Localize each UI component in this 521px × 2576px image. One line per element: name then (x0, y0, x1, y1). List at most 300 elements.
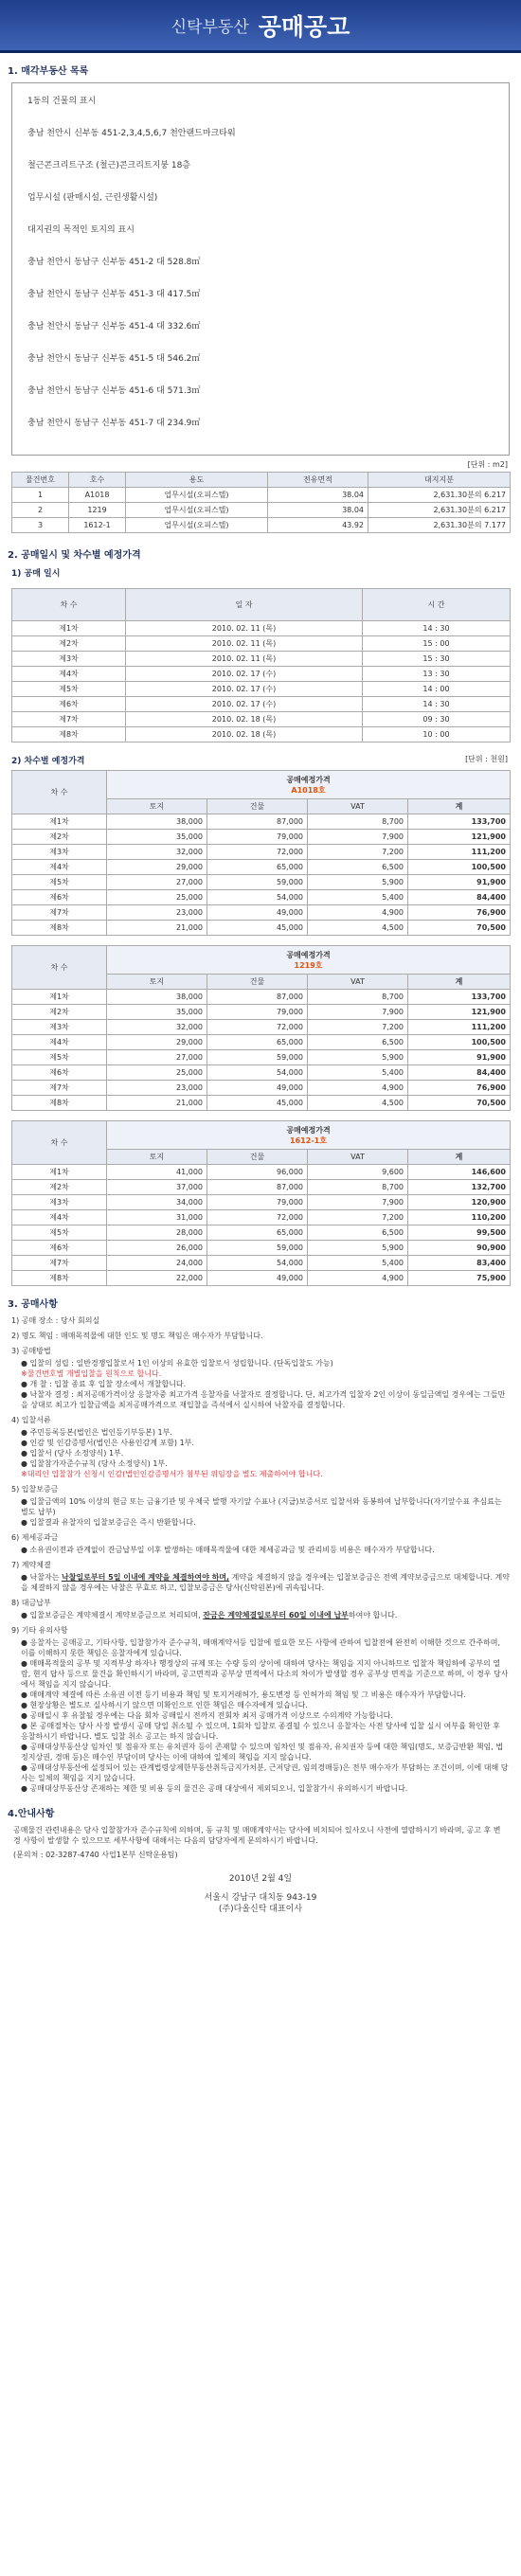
table-cell: 2,631.30분의 6.217 (368, 503, 511, 518)
table-cell: 09 : 30 (363, 712, 511, 727)
column-header: 시 간 (363, 589, 511, 621)
header-subtitle: 신탁부동산 (171, 18, 249, 37)
term-payment-1c: 하여야 합니다. (348, 1611, 398, 1619)
price-header (107, 771, 511, 799)
table-row (12, 1081, 511, 1096)
table-header-row (12, 946, 511, 975)
table-header-row (12, 589, 511, 621)
table-row (12, 503, 511, 518)
table-cell: 27,000 (107, 875, 207, 890)
table-cell: 32,000 (107, 1020, 207, 1035)
table-cell: 제8차 (12, 921, 107, 936)
table-cell: 4,900 (308, 905, 408, 921)
table-cell: 65,000 (207, 860, 308, 875)
table-cell: 6,500 (308, 1035, 408, 1050)
table-cell: 제8차 (12, 1271, 107, 1286)
term-other-8: ● 공매대상부동산에 설정되어 있는 관계법령상제한부동산취득금지가처분, 근저당권, 임의경매등)은 전부 매수자가 부담하는 조건이며, 이에 대해 당사는 일체의 책임을 지지 않습니다. (21, 1763, 509, 1782)
table-cell: 7,200 (308, 1020, 408, 1035)
table-cell: 15 : 30 (363, 652, 511, 667)
schedule-subtitle: 1) 공매 일시 (11, 569, 61, 579)
table-cell: 76,900 (408, 1081, 511, 1096)
table-cell: 90,900 (408, 1241, 511, 1256)
table-cell: 6,500 (308, 860, 408, 875)
column-header: 건물 (207, 799, 308, 814)
round-header: 차 수 (12, 946, 107, 990)
table-cell: 87,000 (207, 990, 308, 1005)
table-row (12, 682, 511, 697)
table-cell: 업무시설(오피스텔) (126, 488, 268, 503)
column-header: 용도 (126, 473, 268, 488)
table-row (12, 845, 511, 860)
table-header-row (12, 771, 511, 799)
table-cell: 72,000 (207, 1020, 308, 1035)
column-header: 계 (408, 975, 511, 990)
column-header: 계 (408, 799, 511, 814)
term-payment-1 (21, 1610, 510, 1620)
property-line: 충남 천안시 동남구 신부동 451-4 대 332.6㎡ (27, 322, 201, 331)
table-row (12, 1165, 511, 1180)
table-cell: 제6차 (12, 890, 107, 905)
property-line: 대지권의 목적인 토지의 표시 (27, 225, 135, 235)
table-cell: 38,000 (107, 990, 207, 1005)
table-cell: 29,000 (107, 1035, 207, 1050)
table-cell: 제7차 (12, 905, 107, 921)
term-docs-1: ● 주민등록등본(법인은 법인등기부등본) 1부. (21, 1428, 172, 1437)
table-cell: 45,000 (207, 921, 308, 936)
property-line: 충남 천안시 동남구 신부동 451-7 대 234.9㎡ (27, 419, 201, 428)
table-row (12, 1195, 511, 1210)
term-location: 1) 공매 장소 : 당사 회의실 (11, 1316, 100, 1325)
table-cell: 9,600 (308, 1165, 408, 1180)
table-cell: 5,900 (308, 1241, 408, 1256)
table-row (12, 875, 511, 890)
column-header: 토지 (107, 975, 207, 990)
column-header: 계 (408, 1150, 511, 1165)
table-cell: 업무시설(오피스텔) (126, 503, 268, 518)
table-cell: 72,000 (207, 1210, 308, 1225)
table-cell: 8,700 (308, 990, 408, 1005)
table-row (12, 712, 511, 727)
table-cell: 7,200 (308, 1210, 408, 1225)
table-cell: 제6차 (12, 697, 126, 712)
term-contract-1a: ● 낙찰자는 (21, 1573, 62, 1582)
table-cell: 2010. 02. 18 (목) (126, 727, 363, 742)
table-cell: 4,500 (308, 1096, 408, 1111)
table-cell: 제1차 (12, 814, 107, 830)
table-cell: 8,700 (308, 814, 408, 830)
table-cell: 43.92 (268, 518, 368, 533)
table-cell: 132,700 (408, 1180, 511, 1195)
table-cell: 4,900 (308, 1271, 408, 1286)
term-method-heading: 3) 공매방법 (11, 1347, 51, 1355)
table-cell: 111,200 (408, 1020, 511, 1035)
table-cell: 제4차 (12, 860, 107, 875)
table-cell: 2010. 02. 17 (수) (126, 682, 363, 697)
table-row (12, 1256, 511, 1271)
table-cell: 54,000 (207, 1065, 308, 1081)
auction-terms (11, 1315, 510, 1794)
table-cell: 79,000 (207, 1005, 308, 1020)
table-cell: 100,500 (408, 860, 511, 875)
table-cell: 1 (12, 488, 69, 503)
table-cell: 15 : 00 (363, 636, 511, 652)
table-cell: 4,900 (308, 1081, 408, 1096)
lot-price-table (11, 945, 511, 1111)
table-cell: 83,400 (408, 1256, 511, 1271)
property-line: 충남 천안시 동남구 신부동 451-2 대 528.8㎡ (27, 258, 201, 267)
table-cell: 5,900 (308, 1050, 408, 1065)
term-contract-1 (21, 1572, 510, 1593)
column-header: VAT (308, 975, 408, 990)
term-contract-1c: 계약을 체결하지 않을 경우에는 입찰보증금은 전액 계약보증금으로 대체합니다. 계약을 체결하지 않을 경우에는 낙찰은 무효로 하고, 입찰보증금은 당사(신탁원본)에 귀속됩니다. (21, 1573, 510, 1592)
table-cell: 79,000 (207, 830, 308, 845)
table-cell: 2 (12, 503, 69, 518)
table-cell: 79,000 (207, 1195, 308, 1210)
table-cell: 제1차 (12, 621, 126, 636)
footer-company: (주)다올신탁 대표이사 (218, 1905, 303, 1914)
table-cell: 5,900 (308, 875, 408, 890)
table-row (12, 921, 511, 936)
table-cell: 91,900 (408, 1050, 511, 1065)
table-cell: 제6차 (12, 1241, 107, 1256)
table-cell: 65,000 (207, 1035, 308, 1050)
table-cell: 2010. 02. 11 (목) (126, 652, 363, 667)
table-cell: 76,900 (408, 905, 511, 921)
table-cell: 제3차 (12, 1020, 107, 1035)
table-row (12, 667, 511, 682)
schedule-table (11, 588, 511, 742)
term-contract-1b: 낙찰일로부터 5일 이내에 계약을 체결하여야 하며, (61, 1573, 230, 1582)
table-cell: 제3차 (12, 845, 107, 860)
table-row (12, 1210, 511, 1225)
term-other-9: ● 공매대상부동산상 존재하는 제한 및 비용 등의 물건은 공매 대상에서 제외되오니, 입찰참가시 유의하시기 바랍니다. (21, 1784, 408, 1793)
column-header: VAT (308, 1150, 408, 1165)
table-cell: 22,000 (107, 1271, 207, 1286)
table-cell: A1018 (69, 488, 126, 503)
table-row (12, 814, 511, 830)
table-cell: 4,500 (308, 921, 408, 936)
table-cell: 2010. 02. 18 (목) (126, 712, 363, 727)
column-header: 건물 (207, 1150, 308, 1165)
price-header-label: 공매예정가격 (286, 775, 331, 784)
column-header: 토지 (107, 799, 207, 814)
notice-text: 공매물건 관련내용은 당사 입찰참가자 준수규칙에 의하며, 동 규칙 및 매매계약서는 당사에 비치되어 있사오니 사전에 열람하시기 바라며, 공고 후 변경 사항이 발생할 수 있으므로 세부사항에 대해서는 다음의 담당자에게 문의하시기 바랍니다. (13, 1826, 501, 1845)
price-header (107, 1121, 511, 1150)
table-row (12, 1096, 511, 1111)
table-row (12, 1180, 511, 1195)
table-cell: 31,000 (107, 1210, 207, 1225)
table-cell: 제7차 (12, 1081, 107, 1096)
term-contract-heading: 7) 계약체결 (11, 1561, 51, 1569)
round-header: 차 수 (12, 1121, 107, 1165)
table-cell: 27,000 (107, 1050, 207, 1065)
lot-name: A1018호 (291, 785, 326, 795)
table-cell: 34,000 (107, 1195, 207, 1210)
table-cell: 2010. 02. 11 (목) (126, 636, 363, 652)
lot-price-table (11, 770, 511, 936)
term-other-6: ● 본 공매절차는 당사 사정 발생시 공매 당일 취소될 수 있으며, 1회차 입찰로 종결될 수 있으니 응찰자는 사전 당사에 입찰 실시 여부를 확인한 후 응찰하시기 바랍니다. 별도 입찰 취소 공고는 하지 않습니다. (21, 1722, 500, 1741)
table-cell: 120,900 (408, 1195, 511, 1210)
price-subtitle: 2) 차수별 예정가격 (11, 757, 85, 766)
property-table (11, 472, 511, 533)
term-method-note: ※물건번호별 개별입찰을 원칙으로 합니다. (21, 1369, 162, 1378)
table-cell: 제3차 (12, 652, 126, 667)
column-header: VAT (308, 799, 408, 814)
table-cell: 23,000 (107, 905, 207, 921)
table-row (12, 1225, 511, 1241)
table-cell: 8,700 (308, 1180, 408, 1195)
area-unit: [단위 : m2] (467, 460, 508, 469)
table-row (12, 488, 511, 503)
table-cell: 121,900 (408, 830, 511, 845)
price-unit: [단위 : 천원] (465, 755, 508, 763)
column-header: 차 수 (12, 589, 126, 621)
term-docs-3: ● 입찰서 (당사 소정양식) 1부. (21, 1449, 124, 1458)
round-header: 차 수 (12, 771, 107, 814)
table-cell: 45,000 (207, 1096, 308, 1111)
column-header: 토지 (107, 1150, 207, 1165)
table-cell: 75,900 (408, 1271, 511, 1286)
table-row (12, 1241, 511, 1256)
table-cell: 84,400 (408, 1065, 511, 1081)
lot-name: 1612-1호 (290, 1136, 327, 1145)
table-cell: 133,700 (408, 990, 511, 1005)
table-cell: 21,000 (107, 921, 207, 936)
header-title: 공매공고 (258, 12, 350, 41)
table-cell: 14 : 30 (363, 697, 511, 712)
section-1-title: 1. 매각부동산 목록 (8, 66, 89, 77)
table-row (12, 1020, 511, 1035)
table-cell: 7,900 (308, 1195, 408, 1210)
table-cell: 70,500 (408, 921, 511, 936)
footer-address: 서울시 강남구 대치동 943-19 (204, 1893, 317, 1903)
table-row (12, 1005, 511, 1020)
table-cell: 제8차 (12, 1096, 107, 1111)
term-other-heading: 9) 기타 유의사항 (11, 1626, 68, 1635)
price-header-label: 공매예정가격 (286, 950, 331, 959)
table-cell: 제4차 (12, 1210, 107, 1225)
table-cell: 49,000 (207, 1271, 308, 1286)
term-docs-2: ● 인감 및 인감증명서(법인은 사용인감계 포함) 1부. (21, 1439, 194, 1447)
table-row (12, 860, 511, 875)
table-cell: 32,000 (107, 845, 207, 860)
table-cell: 25,000 (107, 1065, 207, 1081)
table-row (12, 636, 511, 652)
term-docs-note: ※대리인 입찰참가 신청시 인감(법인인감증명서가 첨부된 위임장을 별도 제출하여야 합니다. (21, 1470, 323, 1478)
term-delivery: 2) 명도 책임 : 매매목적물에 대한 인도 및 명도 책임은 매수자가 부담합니다. (11, 1332, 263, 1340)
term-method-1: ● 입찰의 성립 : 일반경쟁입찰로서 1인 이상의 유효한 입찰로서 성립합니다. (단독입찰도 가능) (21, 1359, 333, 1368)
table-cell: 133,700 (408, 814, 511, 830)
table-row (12, 621, 511, 636)
property-line: 충남 천안시 동남구 신부동 451-6 대 571.3㎡ (27, 386, 201, 396)
property-list-box (11, 82, 510, 456)
table-cell: 21,000 (107, 1096, 207, 1111)
property-line: 업무시설 (판매시설, 근린생활시설) (27, 193, 158, 203)
table-cell: 제2차 (12, 1180, 107, 1195)
property-line: 철근콘크리트구조 (철근)콘크리트지붕 18층 (27, 161, 190, 170)
table-cell: 제2차 (12, 636, 126, 652)
table-cell: 54,000 (207, 1256, 308, 1271)
term-method-3: ● 낙찰자 결정 : 최저공매가격이상 응찰자중 최고가격 응찰자를 낙찰자로 결정합니다. 단, 최고가격 입찰자 2인 이상이 동일금액일 경우에는 그들만을 상대로 최고가 입찰금액을 최저공매가격으로 재입찰을 즉석에서 실시하여 낙찰자를 결정합니다. (21, 1390, 506, 1409)
lot-price-table (11, 1120, 511, 1286)
table-cell: 72,000 (207, 845, 308, 860)
column-header: 건물 (207, 975, 308, 990)
price-header-label: 공매예정가격 (286, 1125, 331, 1135)
term-docs-4: ● 입찰참가자준수규칙 (당사 소정양식) 1부. (21, 1459, 168, 1468)
term-tax-heading: 6) 제세공과금 (11, 1533, 59, 1542)
table-row (12, 518, 511, 533)
table-cell: 2,631.30분의 7.177 (368, 518, 511, 533)
table-cell: 25,000 (107, 890, 207, 905)
table-cell: 146,600 (408, 1165, 511, 1180)
table-cell: 5,400 (308, 890, 408, 905)
table-cell: 100,500 (408, 1035, 511, 1050)
table-cell: 제8차 (12, 727, 126, 742)
table-cell: 7,200 (308, 845, 408, 860)
table-row (12, 905, 511, 921)
property-line: 1동의 건물의 표시 (27, 97, 97, 106)
table-cell: 2,631.30분의 6.217 (368, 488, 511, 503)
table-cell: 70,500 (408, 1096, 511, 1111)
table-header-row (12, 473, 511, 488)
table-cell: 24,000 (107, 1256, 207, 1271)
table-cell: 111,200 (408, 845, 511, 860)
table-cell: 96,000 (207, 1165, 308, 1180)
table-cell: 23,000 (107, 1081, 207, 1096)
table-cell: 제1차 (12, 1165, 107, 1180)
table-cell: 10 : 00 (363, 727, 511, 742)
table-cell: 35,000 (107, 830, 207, 845)
property-line: 충남 천안시 동남구 신부동 451-5 대 546.2㎡ (27, 354, 201, 364)
table-cell: 6,500 (308, 1225, 408, 1241)
table-row (12, 1035, 511, 1050)
term-tax-1: ● 소유권이전과 관계없이 잔금납부일 이후 발생하는 매매목적물에 대한 제세공과금 및 관리비등 비용은 매수자가 부담합니다. (21, 1546, 435, 1554)
column-header: 전유면적 (268, 473, 368, 488)
lot-name: 1219호 (294, 960, 323, 970)
table-cell: 제7차 (12, 1256, 107, 1271)
table-row (12, 890, 511, 905)
page-header (0, 0, 521, 53)
footer (0, 1873, 521, 1915)
table-cell: 제5차 (12, 875, 107, 890)
table-cell: 7,900 (308, 830, 408, 845)
table-cell: 14 : 30 (363, 621, 511, 636)
table-cell: 54,000 (207, 890, 308, 905)
table-row (12, 697, 511, 712)
table-cell: 29,000 (107, 860, 207, 875)
table-row (12, 990, 511, 1005)
table-cell: 1219 (69, 503, 126, 518)
table-cell: 59,000 (207, 1050, 308, 1065)
price-header (107, 946, 511, 975)
table-cell: 59,000 (207, 1241, 308, 1256)
table-cell: 49,000 (207, 1081, 308, 1096)
column-header: 일 자 (126, 589, 363, 621)
table-cell: 1612-1 (69, 518, 126, 533)
table-cell: 87,000 (207, 814, 308, 830)
table-cell: 제5차 (12, 682, 126, 697)
term-deposit-2: ● 입찰결과 유찰자의 입찰보증금은 즉시 반환합니다. (21, 1518, 196, 1527)
term-payment-1b: 잔금은 계약체결일로부터 60일 이내에 납부 (203, 1611, 349, 1619)
table-cell: 2010. 02. 17 (수) (126, 697, 363, 712)
table-cell: 제4차 (12, 1035, 107, 1050)
term-other-5: ● 공매일시 후 유찰될 경우에는 다음 회차 공매일시 전까지 전회차 최저 공매가격 이상으로 수의계약 가능합니다. (21, 1711, 393, 1720)
table-cell: 84,400 (408, 890, 511, 905)
table-cell: 제5차 (12, 1225, 107, 1241)
table-cell: 제2차 (12, 1005, 107, 1020)
table-row (12, 830, 511, 845)
table-cell: 제4차 (12, 667, 126, 682)
table-cell: 91,900 (408, 875, 511, 890)
footer-date: 2010년 2월 4일 (228, 1874, 293, 1884)
table-cell: 3 (12, 518, 69, 533)
table-cell: 5,400 (308, 1256, 408, 1271)
table-cell: 87,000 (207, 1180, 308, 1195)
term-method-2: ● 개 찰 : 입찰 종료 후 입찰 장소에서 개찰합니다. (21, 1380, 187, 1388)
table-cell: 2010. 02. 11 (목) (126, 621, 363, 636)
column-header: 대지지분 (368, 473, 511, 488)
table-row (12, 1065, 511, 1081)
table-cell: 65,000 (207, 1225, 308, 1241)
term-docs-heading: 4) 입찰서류 (11, 1416, 51, 1424)
section-2-title: 2. 공매일시 및 차수별 예정가격 (8, 550, 141, 561)
table-cell: 13 : 30 (363, 667, 511, 682)
table-cell: 2010. 02. 17 (수) (126, 667, 363, 682)
property-line: 충남 천안시 신부동 451-2,3,4,5,6,7 천안랜드마크타워 (27, 129, 236, 138)
section-4-title: 4.안내사항 (8, 1809, 55, 1819)
table-cell: 38.04 (268, 503, 368, 518)
term-deposit-heading: 5) 입찰보증금 (11, 1485, 59, 1494)
table-cell: 제3차 (12, 1195, 107, 1210)
table-cell: 38,000 (107, 814, 207, 830)
table-cell: 41,000 (107, 1165, 207, 1180)
column-header: 물건번호 (12, 473, 69, 488)
table-cell: 99,500 (408, 1225, 511, 1241)
term-other-1: ● 응찰자는 공매공고, 기타사항, 입찰참가자 준수규칙, 매매계약서등 입찰에 필요한 모든 사항에 관하여 입찰전에 완전히 이해한 것으로 간주하며, 이를 이해하지 못한 책임은 응찰자에게 있습니다. (21, 1638, 501, 1657)
table-row (12, 1050, 511, 1065)
table-cell: 38.04 (268, 488, 368, 503)
term-deposit-1: ● 입찰금액의 10% 이상의 현금 또는 금융기관 및 우체국 발행 자기앞 수표나 (지급)보증서로 입찰서와 동봉하여 납부합니다(자기앞수표 추심료는 별도 납부) (21, 1497, 502, 1516)
table-cell: 49,000 (207, 905, 308, 921)
table-cell: 제2차 (12, 830, 107, 845)
table-cell: 28,000 (107, 1225, 207, 1241)
term-other-2: ● 매매목적물의 공부 및 지적부상 하자나 행정상의 규제 또는 수량 등의 상이에 대하여 당사는 책임을 지지 아니하므로 입찰자 책임하에 공부의 열람, 현지 답사 등으로 물건을 확인하시기 바라며, 공고면적과 공부상 면적에서 다소의 차이가 발생할 경우 공부상 면적을 기준으로 하며, 이 경우 당사에서 책임을 지지 않습니다. (21, 1659, 509, 1689)
contact-info: (문의처 : 02-3287-4740 사업1본부 신탁운용팀) (13, 1851, 178, 1859)
table-row (12, 652, 511, 667)
term-other-3: ● 매매계약 체결에 따른 소유권 이전 등기 비용과 책임 및 토지거래허가, 용도변경 등 인허가의 책임 및 그 비용은 매수자가 부담합니다. (21, 1690, 466, 1699)
table-cell: 59,000 (207, 875, 308, 890)
table-cell: 제7차 (12, 712, 126, 727)
table-cell: 제1차 (12, 990, 107, 1005)
table-cell: 26,000 (107, 1241, 207, 1256)
term-other-4: ● 현장상황은 별도로 실사하시기 않으면 미확인으로 인한 책임은 매수자에게 있습니다. (21, 1701, 308, 1709)
table-cell: 110,200 (408, 1210, 511, 1225)
table-row (12, 1271, 511, 1286)
column-header: 호수 (69, 473, 126, 488)
term-payment-1a: ● 입찰보증금은 계약체결시 계약보증금으로 처리되며, (21, 1611, 204, 1619)
table-cell: 7,900 (308, 1005, 408, 1020)
section-3-title: 3. 공매사항 (8, 1299, 58, 1310)
table-cell: 14 : 00 (363, 682, 511, 697)
table-cell: 5,400 (308, 1065, 408, 1081)
table-row (12, 727, 511, 742)
term-other-7: ● 공매대상부동산상 임차인 및 점유자 또는 유치권자 등이 존재할 수 있으며 임차인 및 점유자, 유치권자 등에 대한 책임(명도, 보증금반환 책임, 법정지상권, 경매 등)은 매수인 부담이며 당사는 이에 대하여 일체의 책임을 지지 않습니다. (21, 1743, 504, 1762)
property-line: 충남 천안시 동남구 신부동 451-3 대 417.5㎡ (27, 290, 201, 299)
term-payment-heading: 8) 대금납부 (11, 1599, 51, 1607)
table-cell: 제5차 (12, 1050, 107, 1065)
table-header-row (12, 1121, 511, 1150)
table-cell: 35,000 (107, 1005, 207, 1020)
